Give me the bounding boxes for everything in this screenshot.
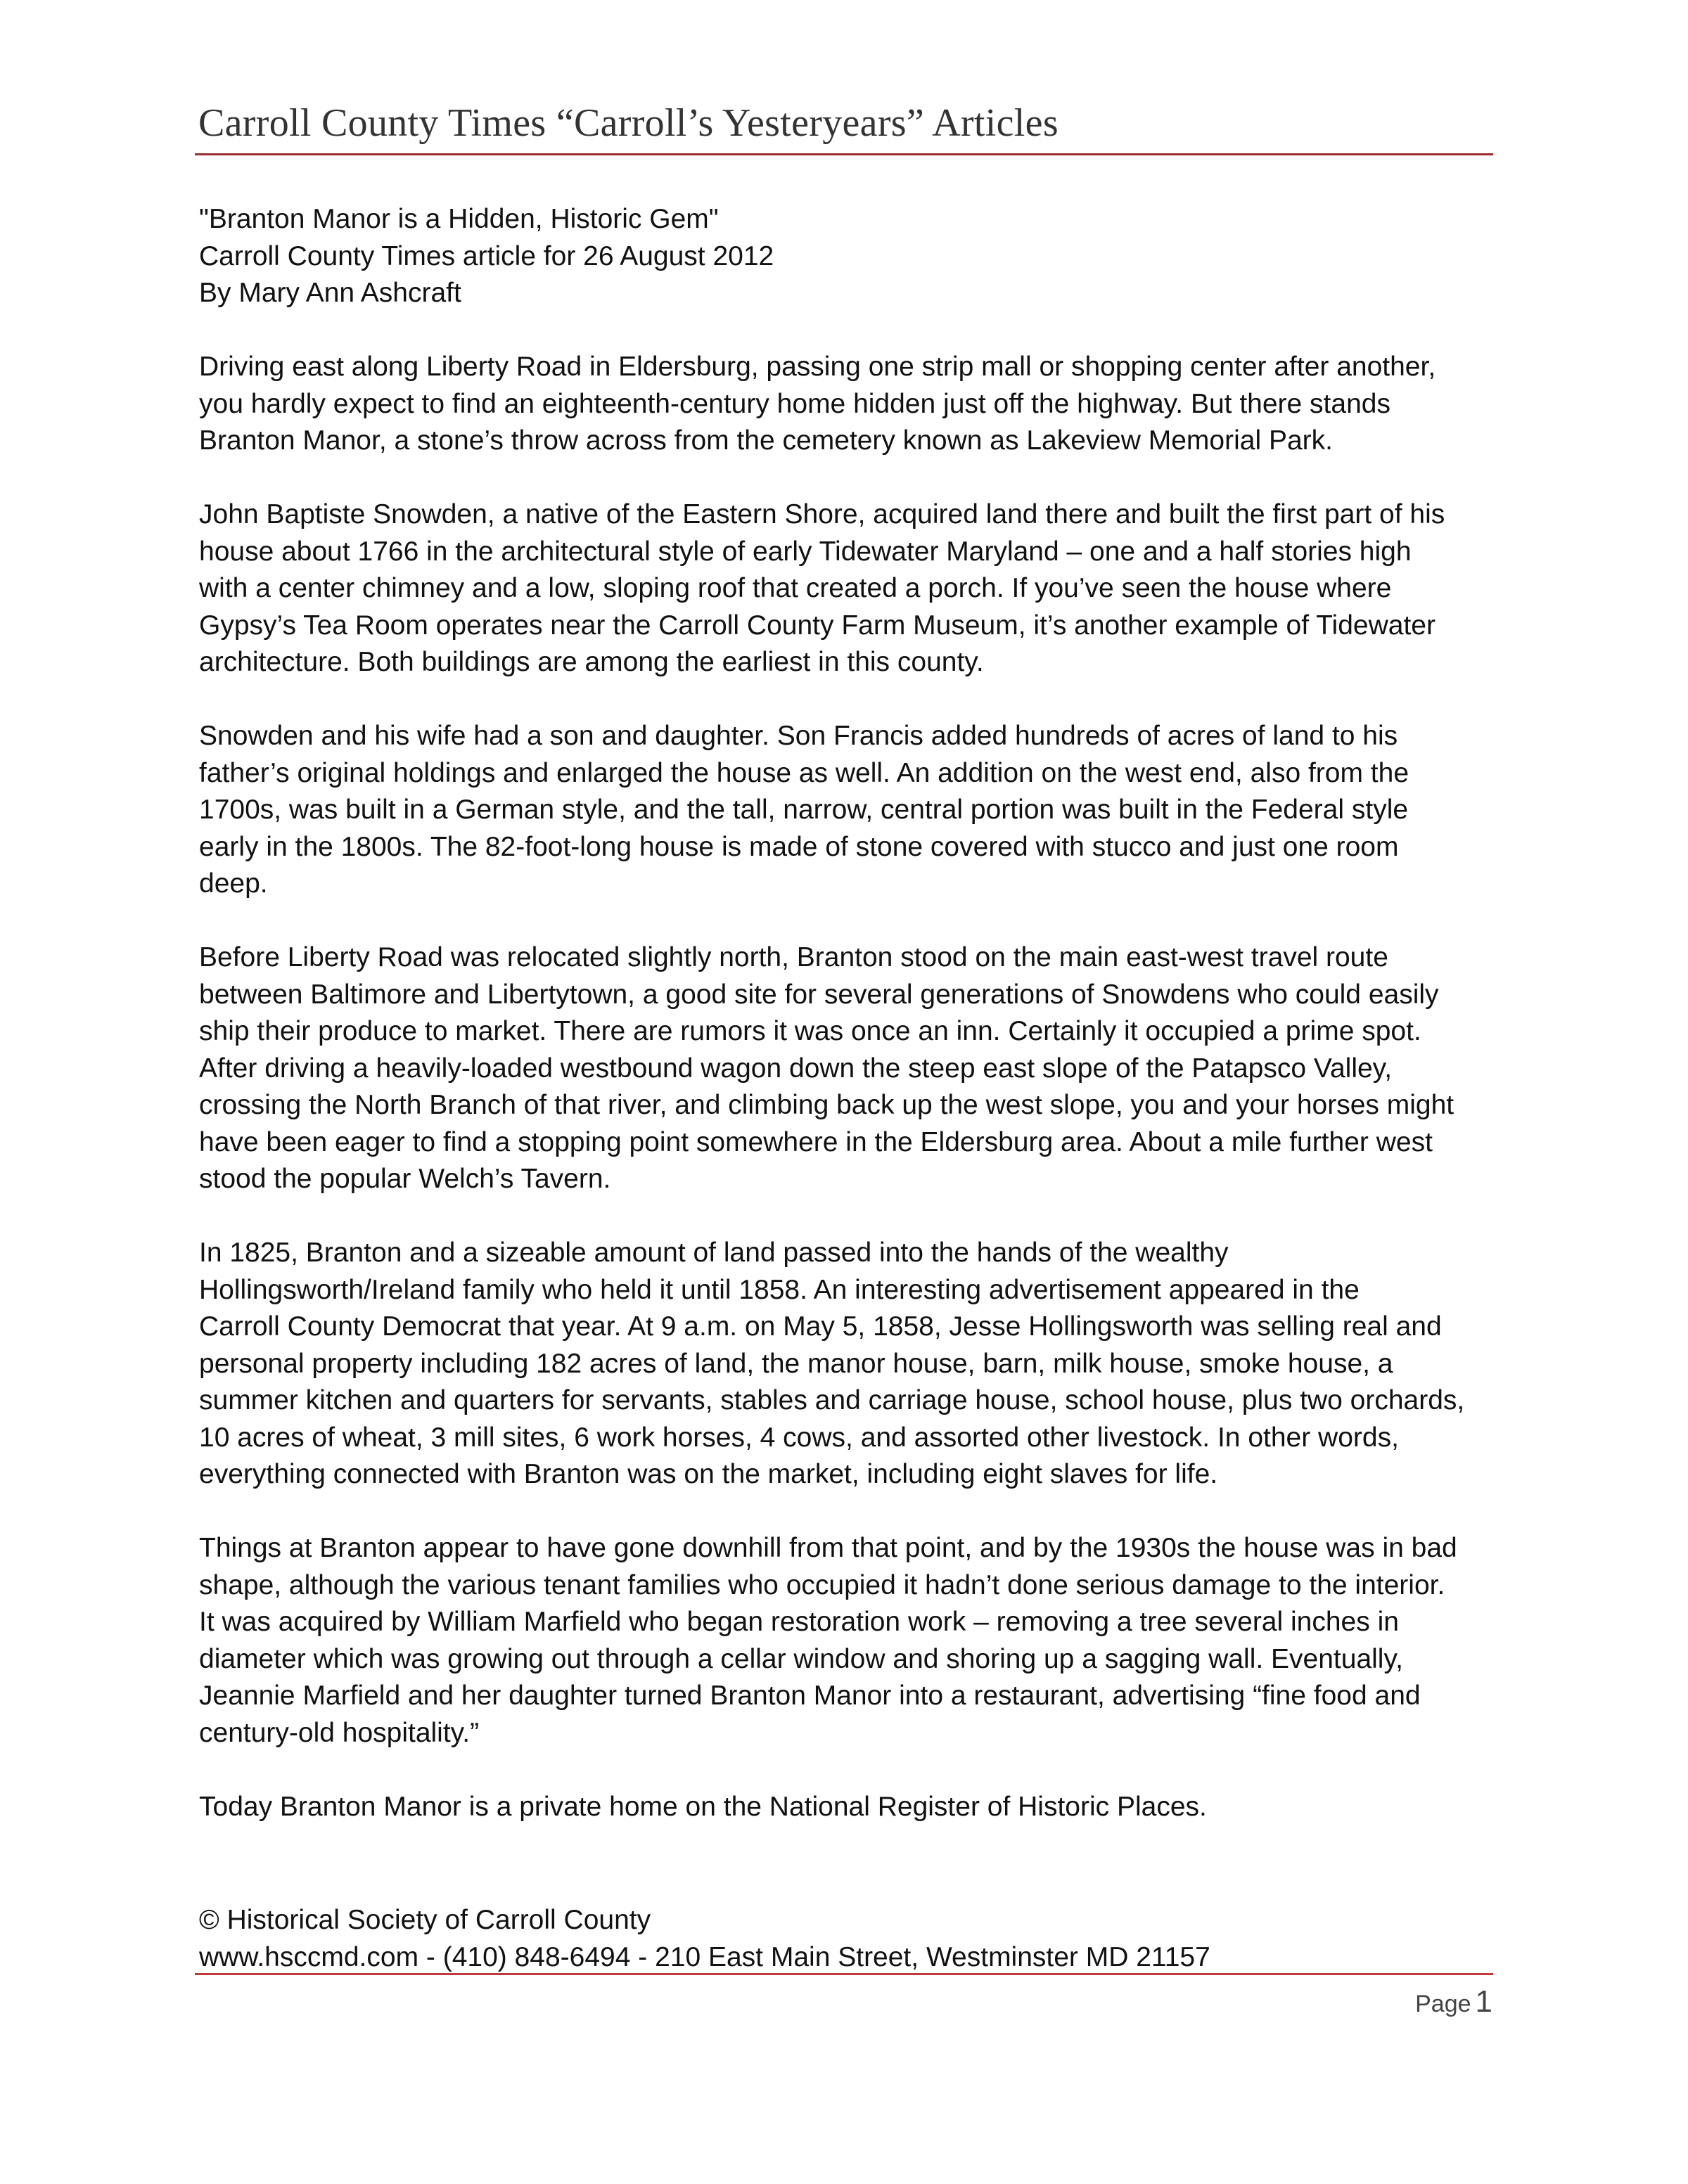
footer-divider <box>195 1973 1493 1975</box>
spacer <box>199 903 1507 940</box>
article-dateline: Carroll County Times article for 26 August 2012 <box>199 240 774 271</box>
paragraph <box>199 1789 1507 1826</box>
paragraph-line: between Baltimore and Libertytown, a good site for several generations of Snowdens who could easily <box>199 979 1439 1010</box>
paragraph-line: In 1825, Branton and a sizeable amount of land passed into the hands of the wealthy <box>199 1238 1229 1268</box>
footer-copyright: © Historical Society of Carroll County <box>199 1905 651 1935</box>
page-footer <box>199 1902 1210 1976</box>
paragraph-line: crossing the North Branch of that river, and climbing back up the west slope, you and your horses might <box>199 1090 1454 1120</box>
paragraph-line: stood the popular Welch’s Tavern. <box>199 1164 611 1194</box>
paragraph-line: shape, although the various tenant families who occupied it hadn’t done serious damage to the interior. <box>199 1569 1445 1600</box>
paragraph-line: architecture. Both buildings are among the earliest in this county. <box>199 647 984 677</box>
paragraph-line: early in the 1800s. The 82-foot-long house is made of stone covered with stucco and just one room <box>199 831 1399 862</box>
spacer <box>199 1198 1507 1235</box>
spacer <box>199 312 1507 349</box>
article-body <box>199 201 1507 1825</box>
paragraph-line: deep. <box>199 868 268 899</box>
paragraph-line: century-old hospitality.” <box>199 1717 480 1748</box>
paragraph-line: Hollingsworth/Ireland family who held it until 1858. An interesting advertisement appeared in the <box>199 1274 1360 1305</box>
paragraph <box>199 349 1507 460</box>
paragraph-line: Jeannie Marfield and her daughter turned Branton Manor into a restaurant, advertising “fine food and <box>199 1681 1421 1711</box>
paragraph-line: ship their produce to market. There are rumors it was once an inn. Certainly it occupied a prime spot. <box>199 1016 1421 1046</box>
paragraph-line: 1700s, was built in a German style, and the tall, narrow, central portion was built in the Federal style <box>199 795 1409 825</box>
paragraph-line: After driving a heavily-loaded westbound wagon down the steep east slope of the Patapsco Valley, <box>199 1053 1393 1084</box>
paragraph-line: summer kitchen and quarters for servants, stables and carriage house, school house, plus two orchards, <box>199 1385 1465 1415</box>
paragraph-line: Gypsy’s Tea Room operates near the Carroll County Farm Museum, it’s another example of Tidewater <box>199 610 1436 641</box>
paragraph-line: Things at Branton appear to have gone downhill from that point, and by the 1930s the house was in bad <box>199 1533 1457 1563</box>
paragraph-line: have been eager to find a stopping point somewhere in the Eldersburg area. About a mile further west <box>199 1126 1433 1157</box>
page-header-title: Carroll County Times “Carroll’s Yesteryears” Articles <box>198 101 1059 145</box>
spacer <box>199 460 1507 497</box>
spacer <box>199 1494 1507 1531</box>
paragraph-line: you hardly expect to find an eighteenth-century home hidden just off the highway. But there stands <box>199 388 1390 419</box>
page-number <box>1415 1984 1492 2019</box>
paragraph-line: personal property including 182 acres of land, the manor house, barn, milk house, smoke house, a <box>199 1348 1393 1379</box>
paragraph-line: father’s original holdings and enlarged the house as well. An addition on the west end, also from the <box>199 757 1409 788</box>
paragraph <box>199 1530 1507 1752</box>
footer-contact: www.hsccmd.com - (410) 848-6494 - 210 East Main Street, Westminster MD 21157 <box>199 1941 1210 1972</box>
article-byline: By Mary Ann Ashcraft <box>199 278 461 308</box>
paragraph-line: 10 acres of wheat, 3 mill sites, 6 work horses, 4 cows, and assorted other livestock. In other words, <box>199 1422 1399 1453</box>
paragraph <box>199 496 1507 681</box>
paragraph-line: everything connected with Branton was on the market, including eight slaves for life. <box>199 1459 1218 1489</box>
page-number-value: 1 <box>1475 1984 1492 2019</box>
article-headline: "Branton Manor is a Hidden, Historic Gem" <box>199 204 719 234</box>
paragraph-line: house about 1766 in the architectural style of early Tidewater Maryland – one and a half stories high <box>199 536 1412 567</box>
paragraph-line: Before Liberty Road was relocated slightly north, Branton stood on the main east-west travel route <box>199 942 1388 972</box>
paragraph-line: diameter which was growing out through a cellar window and shoring up a sagging wall. Eventually, <box>199 1643 1403 1674</box>
paragraph-line: Today Branton Manor is a private home on the National Register of Historic Places. <box>199 1791 1207 1822</box>
paragraph-line: Carroll County Democrat that year. At 9 a.m. on May 5, 1858, Jesse Hollingsworth was selling real and <box>199 1311 1442 1342</box>
paragraph <box>199 718 1507 903</box>
paragraph <box>199 1235 1507 1494</box>
paragraph-line: with a center chimney and a low, sloping roof that created a porch. If you’ve seen the house where <box>199 573 1392 603</box>
paragraph-line: Branton Manor, a stone’s throw across from the cemetery known as Lakeview Memorial Park. <box>199 425 1333 456</box>
paragraph-line: Snowden and his wife had a son and daughter. Son Francis added hundreds of acres of land to his <box>199 721 1398 751</box>
paragraph-line: John Baptiste Snowden, a native of the Eastern Shore, acquired land there and built the first part of his <box>199 499 1445 529</box>
spacer <box>199 681 1507 719</box>
paragraph-line: Driving east along Liberty Road in Eldersburg, passing one strip mall or shopping center after another, <box>199 352 1436 382</box>
paragraph-line: It was acquired by William Marfield who began restoration work – removing a tree several inches in <box>199 1607 1399 1637</box>
page-number-label: Page <box>1415 1991 1471 2017</box>
spacer <box>199 1752 1507 1789</box>
paragraph <box>199 939 1507 1198</box>
header-divider <box>195 153 1493 155</box>
